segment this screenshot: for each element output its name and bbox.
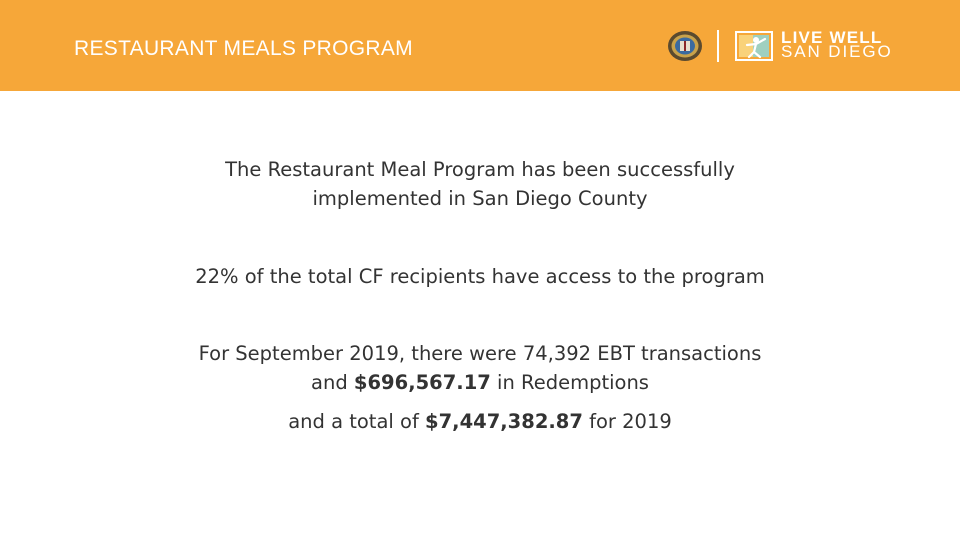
text-segment: in Redemptions xyxy=(490,371,649,394)
paragraph-september xyxy=(0,339,960,397)
total-amount: $7,447,382.87 xyxy=(425,410,583,433)
logo-line-1: LIVE WELL xyxy=(781,28,883,47)
live-well-logo-icon xyxy=(735,31,773,61)
paragraph-total xyxy=(0,407,960,436)
text-line xyxy=(0,407,960,436)
text-line: The Restaurant Meal Program has been successfully xyxy=(225,158,735,181)
header-bar xyxy=(0,0,960,91)
text-line: 22% of the total CF recipients have access to the program xyxy=(195,265,765,288)
county-seal-icon xyxy=(667,30,703,62)
text-segment: and a total of xyxy=(288,410,426,433)
logo-line-2: SAN DIEGO xyxy=(781,42,893,61)
text-line: For September 2019, there were 74,392 EBT transactions xyxy=(198,342,762,365)
text-segment: for 2019 xyxy=(582,410,672,433)
redemptions-amount: $696,567.17 xyxy=(353,371,491,394)
paragraph-implementation xyxy=(0,155,960,213)
text-segment: and xyxy=(311,371,354,394)
text-line xyxy=(0,368,960,397)
live-well-logo-text xyxy=(781,28,893,61)
page-title: RESTAURANT MEALS PROGRAM xyxy=(74,37,413,60)
text-line: implemented in San Diego County xyxy=(312,187,648,210)
logo-divider xyxy=(717,30,719,62)
paragraph-access xyxy=(0,262,960,291)
